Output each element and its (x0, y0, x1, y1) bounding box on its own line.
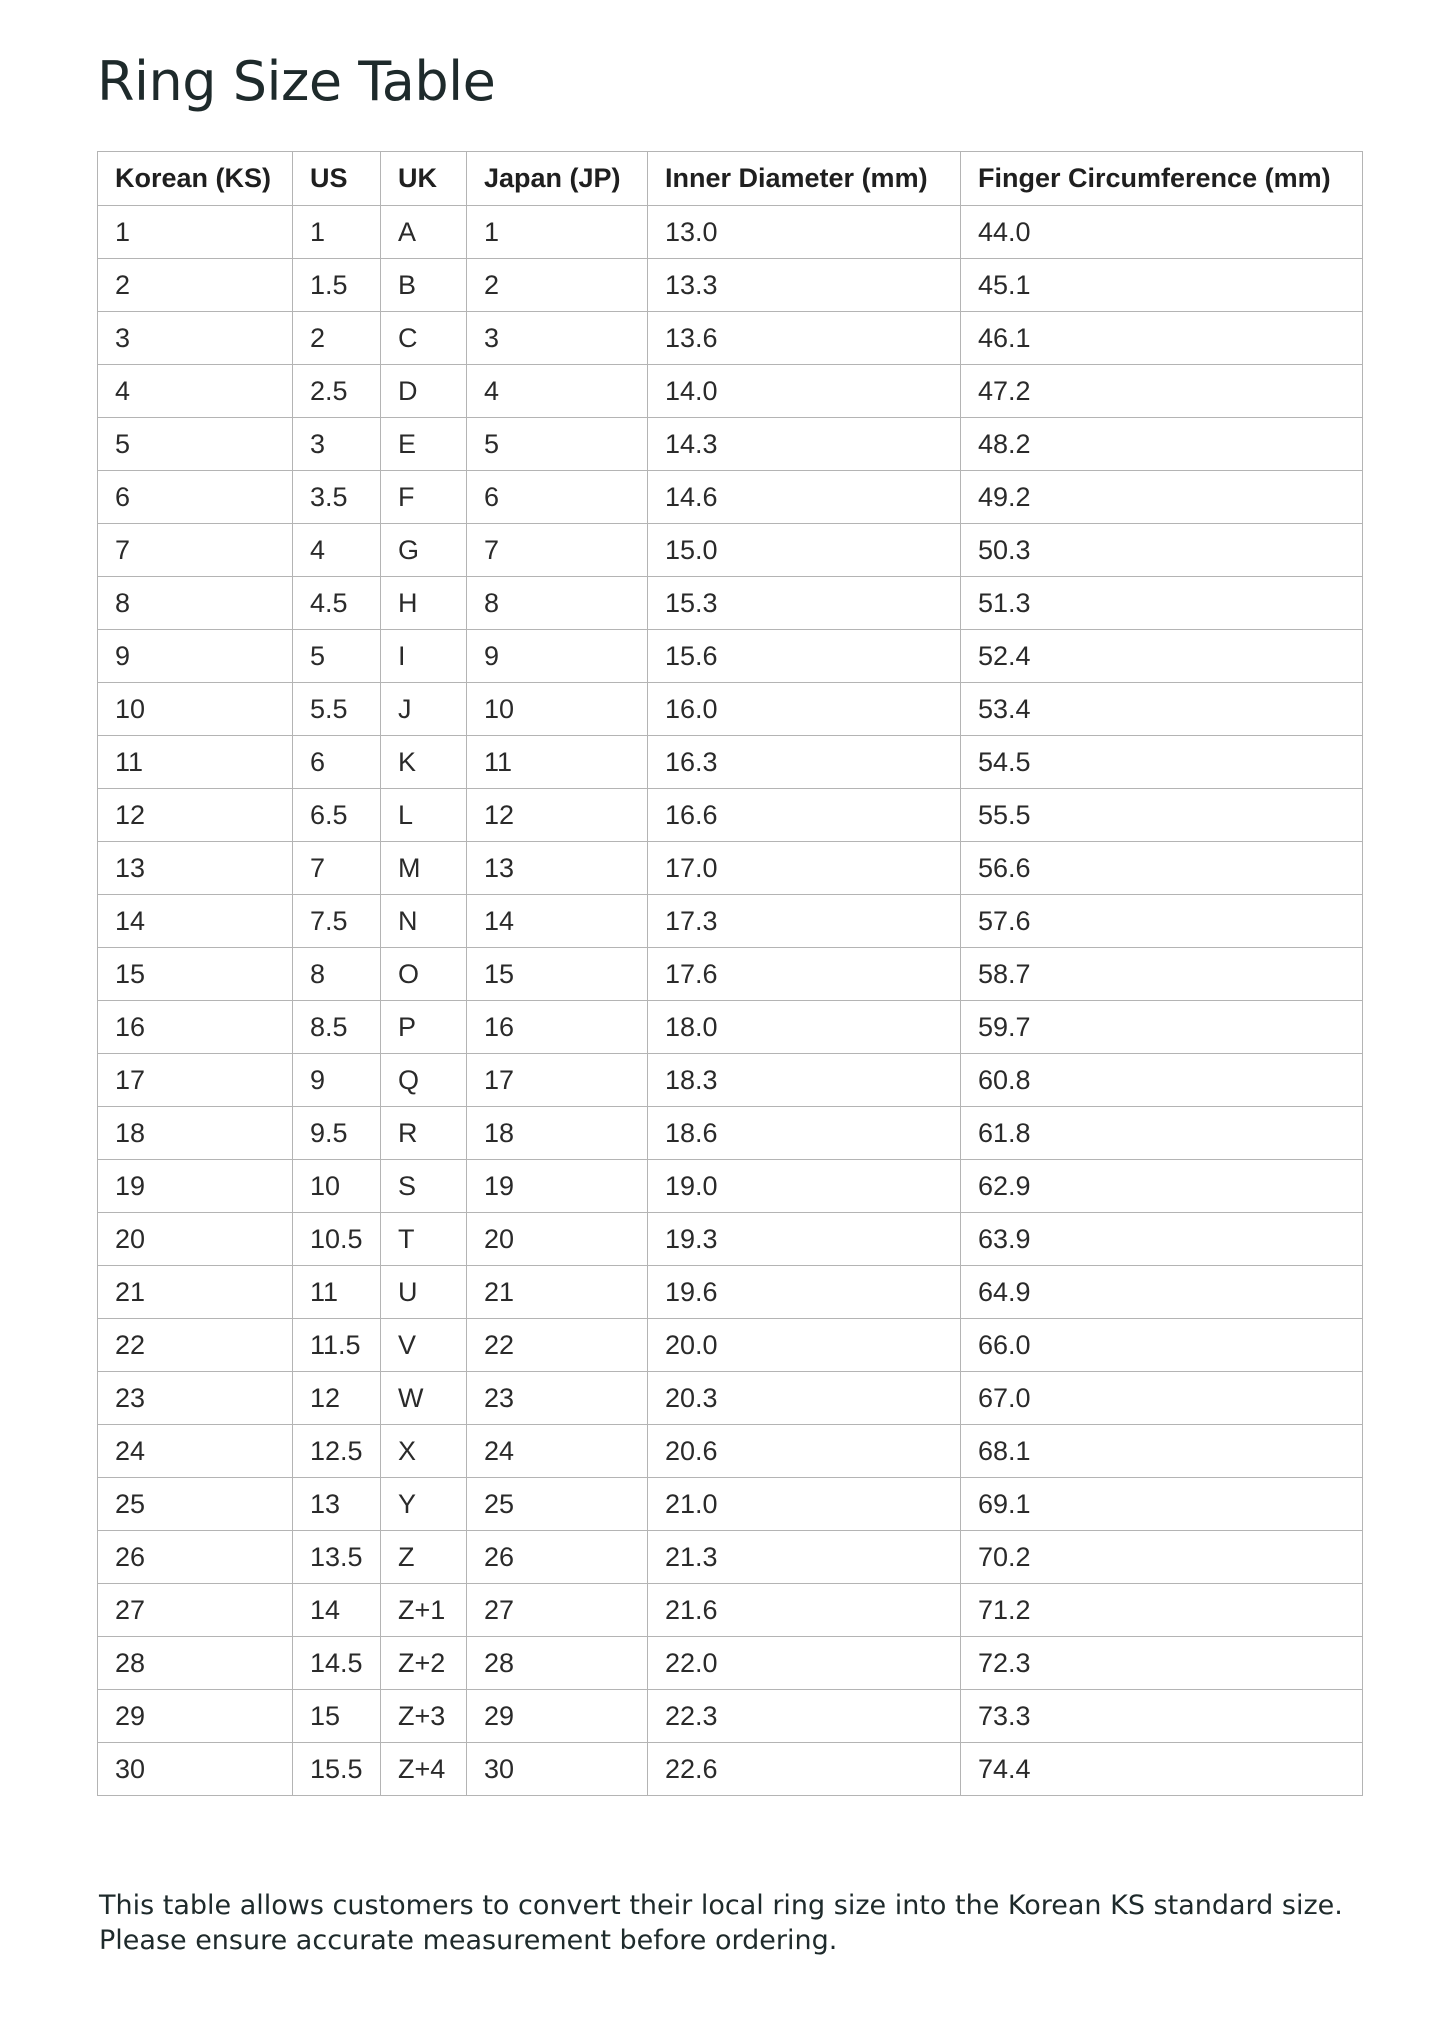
cell-uk: O (381, 948, 467, 1001)
cell-inner-diameter: 17.0 (648, 842, 961, 895)
table-row (98, 736, 1363, 789)
cell-uk: S (381, 1160, 467, 1213)
cell-uk: W (381, 1372, 467, 1425)
cell-japan-jp: 1 (467, 206, 648, 259)
cell-us: 12 (293, 1372, 381, 1425)
table-row (98, 312, 1363, 365)
table-row (98, 789, 1363, 842)
cell-us: 10 (293, 1160, 381, 1213)
cell-japan-jp: 16 (467, 1001, 648, 1054)
cell-uk: T (381, 1213, 467, 1266)
table-row (98, 1266, 1363, 1319)
cell-korean-ks: 25 (98, 1478, 293, 1531)
cell-japan-jp: 18 (467, 1107, 648, 1160)
table-row (98, 577, 1363, 630)
cell-us: 7.5 (293, 895, 381, 948)
cell-us: 14 (293, 1584, 381, 1637)
cell-korean-ks: 5 (98, 418, 293, 471)
cell-korean-ks: 26 (98, 1531, 293, 1584)
table-row (98, 1001, 1363, 1054)
cell-finger-circumference: 63.9 (961, 1213, 1363, 1266)
cell-finger-circumference: 50.3 (961, 524, 1363, 577)
cell-japan-jp: 26 (467, 1531, 648, 1584)
table-row (98, 1584, 1363, 1637)
table-row (98, 1478, 1363, 1531)
cell-inner-diameter: 18.6 (648, 1107, 961, 1160)
cell-us: 6 (293, 736, 381, 789)
cell-japan-jp: 15 (467, 948, 648, 1001)
cell-korean-ks: 6 (98, 471, 293, 524)
cell-japan-jp: 25 (467, 1478, 648, 1531)
cell-us: 8.5 (293, 1001, 381, 1054)
table-row (98, 895, 1363, 948)
cell-us: 13 (293, 1478, 381, 1531)
cell-korean-ks: 16 (98, 1001, 293, 1054)
cell-finger-circumference: 58.7 (961, 948, 1363, 1001)
cell-uk: U (381, 1266, 467, 1319)
cell-japan-jp: 22 (467, 1319, 648, 1372)
cell-japan-jp: 14 (467, 895, 648, 948)
cell-uk: Z+1 (381, 1584, 467, 1637)
table-row (98, 206, 1363, 259)
cell-uk: Y (381, 1478, 467, 1531)
cell-inner-diameter: 13.6 (648, 312, 961, 365)
cell-korean-ks: 15 (98, 948, 293, 1001)
table-row (98, 1743, 1363, 1796)
cell-inner-diameter: 13.3 (648, 259, 961, 312)
cell-uk: G (381, 524, 467, 577)
cell-inner-diameter: 13.0 (648, 206, 961, 259)
cell-japan-jp: 2 (467, 259, 648, 312)
cell-inner-diameter: 19.6 (648, 1266, 961, 1319)
cell-finger-circumference: 73.3 (961, 1690, 1363, 1743)
cell-uk: I (381, 630, 467, 683)
cell-us: 14.5 (293, 1637, 381, 1690)
cell-inner-diameter: 16.0 (648, 683, 961, 736)
cell-finger-circumference: 48.2 (961, 418, 1363, 471)
column-header-uk: UK (381, 152, 467, 206)
cell-inner-diameter: 14.0 (648, 365, 961, 418)
cell-inner-diameter: 14.3 (648, 418, 961, 471)
cell-korean-ks: 18 (98, 1107, 293, 1160)
table-row (98, 1690, 1363, 1743)
cell-us: 1 (293, 206, 381, 259)
cell-finger-circumference: 64.9 (961, 1266, 1363, 1319)
cell-korean-ks: 30 (98, 1743, 293, 1796)
table-row (98, 1107, 1363, 1160)
cell-finger-circumference: 61.8 (961, 1107, 1363, 1160)
cell-finger-circumference: 59.7 (961, 1001, 1363, 1054)
cell-japan-jp: 8 (467, 577, 648, 630)
cell-finger-circumference: 72.3 (961, 1637, 1363, 1690)
cell-inner-diameter: 22.0 (648, 1637, 961, 1690)
cell-japan-jp: 24 (467, 1425, 648, 1478)
cell-inner-diameter: 18.3 (648, 1054, 961, 1107)
table-row (98, 948, 1363, 1001)
cell-uk: D (381, 365, 467, 418)
cell-us: 11 (293, 1266, 381, 1319)
cell-uk: X (381, 1425, 467, 1478)
cell-uk: Z+4 (381, 1743, 467, 1796)
cell-us: 15.5 (293, 1743, 381, 1796)
cell-japan-jp: 9 (467, 630, 648, 683)
cell-finger-circumference: 45.1 (961, 259, 1363, 312)
cell-us: 3.5 (293, 471, 381, 524)
column-header-finger-circumference: Finger Circumference (mm) (961, 152, 1363, 206)
cell-us: 9 (293, 1054, 381, 1107)
header-row (98, 152, 1363, 206)
cell-korean-ks: 29 (98, 1690, 293, 1743)
cell-japan-jp: 10 (467, 683, 648, 736)
ring-size-table (97, 151, 1363, 1796)
cell-inner-diameter: 15.6 (648, 630, 961, 683)
cell-finger-circumference: 67.0 (961, 1372, 1363, 1425)
cell-finger-circumference: 56.6 (961, 842, 1363, 895)
cell-uk: L (381, 789, 467, 842)
cell-inner-diameter: 19.3 (648, 1213, 961, 1266)
cell-korean-ks: 9 (98, 630, 293, 683)
table-header (98, 152, 1363, 206)
table-row (98, 630, 1363, 683)
cell-us: 1.5 (293, 259, 381, 312)
cell-korean-ks: 12 (98, 789, 293, 842)
table-row (98, 418, 1363, 471)
cell-inner-diameter: 22.3 (648, 1690, 961, 1743)
cell-finger-circumference: 62.9 (961, 1160, 1363, 1213)
cell-uk: C (381, 312, 467, 365)
cell-finger-circumference: 47.2 (961, 365, 1363, 418)
cell-korean-ks: 7 (98, 524, 293, 577)
cell-korean-ks: 2 (98, 259, 293, 312)
cell-us: 11.5 (293, 1319, 381, 1372)
cell-finger-circumference: 71.2 (961, 1584, 1363, 1637)
cell-uk: Z (381, 1531, 467, 1584)
cell-inner-diameter: 21.6 (648, 1584, 961, 1637)
cell-japan-jp: 30 (467, 1743, 648, 1796)
cell-japan-jp: 12 (467, 789, 648, 842)
table-row (98, 1637, 1363, 1690)
column-header-korean-ks: Korean (KS) (98, 152, 293, 206)
cell-finger-circumference: 66.0 (961, 1319, 1363, 1372)
cell-uk: N (381, 895, 467, 948)
cell-korean-ks: 3 (98, 312, 293, 365)
cell-korean-ks: 1 (98, 206, 293, 259)
cell-uk: M (381, 842, 467, 895)
cell-finger-circumference: 53.4 (961, 683, 1363, 736)
cell-korean-ks: 10 (98, 683, 293, 736)
table-row (98, 524, 1363, 577)
column-header-japan-jp: Japan (JP) (467, 152, 648, 206)
cell-us: 2 (293, 312, 381, 365)
cell-korean-ks: 27 (98, 1584, 293, 1637)
cell-finger-circumference: 60.8 (961, 1054, 1363, 1107)
cell-korean-ks: 20 (98, 1213, 293, 1266)
cell-us: 15 (293, 1690, 381, 1743)
cell-korean-ks: 19 (98, 1160, 293, 1213)
cell-us: 10.5 (293, 1213, 381, 1266)
table-row (98, 1372, 1363, 1425)
cell-us: 4 (293, 524, 381, 577)
cell-korean-ks: 24 (98, 1425, 293, 1478)
cell-uk: Q (381, 1054, 467, 1107)
cell-us: 8 (293, 948, 381, 1001)
cell-korean-ks: 22 (98, 1319, 293, 1372)
cell-japan-jp: 6 (467, 471, 648, 524)
cell-finger-circumference: 46.1 (961, 312, 1363, 365)
cell-us: 5 (293, 630, 381, 683)
cell-uk: F (381, 471, 467, 524)
cell-uk: Z+2 (381, 1637, 467, 1690)
cell-korean-ks: 21 (98, 1266, 293, 1319)
cell-finger-circumference: 69.1 (961, 1478, 1363, 1531)
cell-finger-circumference: 70.2 (961, 1531, 1363, 1584)
cell-inner-diameter: 16.6 (648, 789, 961, 842)
page-title: Ring Size Table (97, 50, 496, 113)
cell-finger-circumference: 52.4 (961, 630, 1363, 683)
cell-japan-jp: 4 (467, 365, 648, 418)
cell-inner-diameter: 19.0 (648, 1160, 961, 1213)
cell-finger-circumference: 44.0 (961, 206, 1363, 259)
cell-finger-circumference: 49.2 (961, 471, 1363, 524)
cell-uk: P (381, 1001, 467, 1054)
table-row (98, 1213, 1363, 1266)
table-row (98, 365, 1363, 418)
cell-uk: J (381, 683, 467, 736)
cell-korean-ks: 4 (98, 365, 293, 418)
cell-korean-ks: 13 (98, 842, 293, 895)
cell-japan-jp: 20 (467, 1213, 648, 1266)
cell-inner-diameter: 20.3 (648, 1372, 961, 1425)
cell-korean-ks: 28 (98, 1637, 293, 1690)
cell-japan-jp: 29 (467, 1690, 648, 1743)
cell-finger-circumference: 74.4 (961, 1743, 1363, 1796)
footnote (99, 1888, 1379, 1958)
cell-finger-circumference: 54.5 (961, 736, 1363, 789)
cell-japan-jp: 7 (467, 524, 648, 577)
cell-us: 6.5 (293, 789, 381, 842)
cell-korean-ks: 23 (98, 1372, 293, 1425)
cell-finger-circumference: 55.5 (961, 789, 1363, 842)
table-row (98, 683, 1363, 736)
footnote-line-1: This table allows customers to convert their local ring size into the Korean KS standard size. (99, 1890, 1343, 1921)
cell-uk: E (381, 418, 467, 471)
table-row (98, 1160, 1363, 1213)
cell-us: 12.5 (293, 1425, 381, 1478)
cell-japan-jp: 27 (467, 1584, 648, 1637)
table-row (98, 1054, 1363, 1107)
cell-finger-circumference: 57.6 (961, 895, 1363, 948)
cell-uk: Z+3 (381, 1690, 467, 1743)
cell-inner-diameter: 15.3 (648, 577, 961, 630)
cell-korean-ks: 17 (98, 1054, 293, 1107)
table-row (98, 842, 1363, 895)
cell-japan-jp: 3 (467, 312, 648, 365)
cell-uk: K (381, 736, 467, 789)
cell-finger-circumference: 68.1 (961, 1425, 1363, 1478)
table-row (98, 259, 1363, 312)
cell-inner-diameter: 17.3 (648, 895, 961, 948)
footnote-line-2: Please ensure accurate measurement before ordering. (99, 1925, 838, 1956)
table-row (98, 471, 1363, 524)
cell-korean-ks: 8 (98, 577, 293, 630)
cell-us: 5.5 (293, 683, 381, 736)
cell-korean-ks: 11 (98, 736, 293, 789)
cell-uk: R (381, 1107, 467, 1160)
cell-us: 9.5 (293, 1107, 381, 1160)
cell-japan-jp: 17 (467, 1054, 648, 1107)
column-header-us: US (293, 152, 381, 206)
table-row (98, 1531, 1363, 1584)
cell-us: 7 (293, 842, 381, 895)
cell-uk: B (381, 259, 467, 312)
cell-inner-diameter: 14.6 (648, 471, 961, 524)
cell-inner-diameter: 20.6 (648, 1425, 961, 1478)
cell-inner-diameter: 21.3 (648, 1531, 961, 1584)
cell-japan-jp: 23 (467, 1372, 648, 1425)
cell-inner-diameter: 21.0 (648, 1478, 961, 1531)
table-row (98, 1425, 1363, 1478)
cell-japan-jp: 5 (467, 418, 648, 471)
cell-uk: A (381, 206, 467, 259)
cell-japan-jp: 19 (467, 1160, 648, 1213)
cell-japan-jp: 21 (467, 1266, 648, 1319)
cell-us: 4.5 (293, 577, 381, 630)
column-header-inner-diameter: Inner Diameter (mm) (648, 152, 961, 206)
cell-finger-circumference: 51.3 (961, 577, 1363, 630)
cell-japan-jp: 28 (467, 1637, 648, 1690)
cell-inner-diameter: 17.6 (648, 948, 961, 1001)
cell-korean-ks: 14 (98, 895, 293, 948)
cell-uk: V (381, 1319, 467, 1372)
cell-us: 3 (293, 418, 381, 471)
cell-uk: H (381, 577, 467, 630)
cell-inner-diameter: 16.3 (648, 736, 961, 789)
cell-us: 2.5 (293, 365, 381, 418)
cell-japan-jp: 11 (467, 736, 648, 789)
table-body (98, 206, 1363, 1796)
table-row (98, 1319, 1363, 1372)
cell-inner-diameter: 18.0 (648, 1001, 961, 1054)
cell-us: 13.5 (293, 1531, 381, 1584)
cell-inner-diameter: 15.0 (648, 524, 961, 577)
cell-japan-jp: 13 (467, 842, 648, 895)
cell-inner-diameter: 22.6 (648, 1743, 961, 1796)
cell-inner-diameter: 20.0 (648, 1319, 961, 1372)
